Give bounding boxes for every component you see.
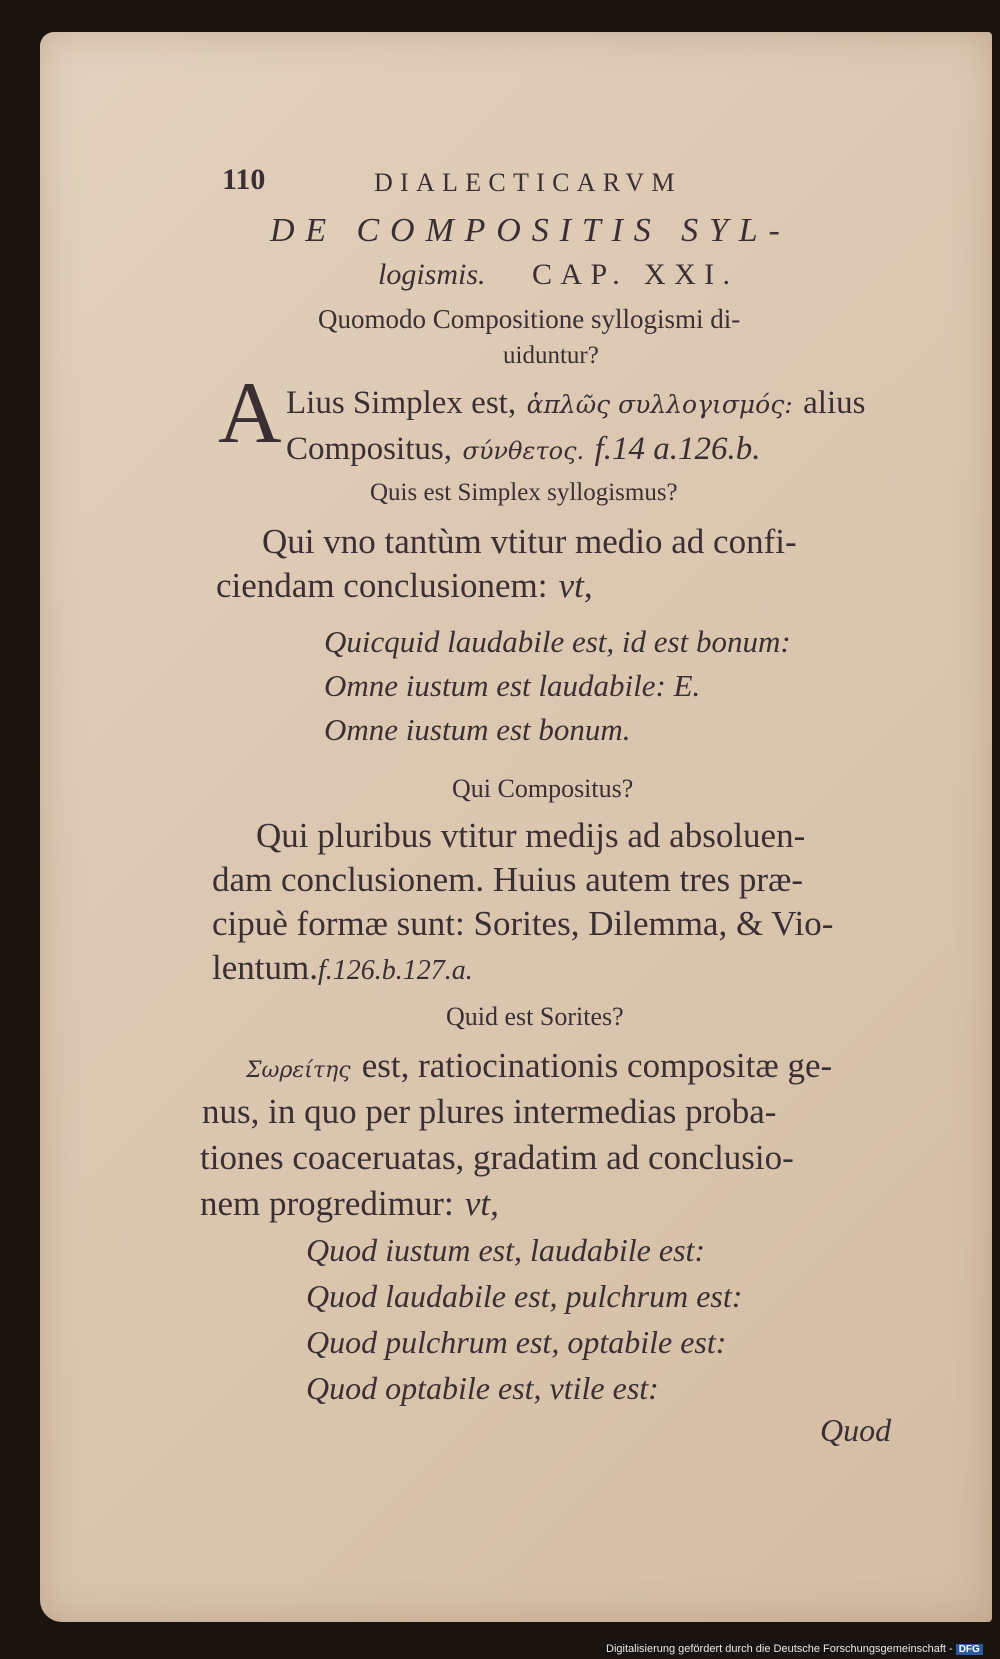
answer-3-line4-ref: f.126.b.127.a.	[317, 955, 473, 986]
example-2-line2: Quod laudabile est, pulchrum est:	[306, 1278, 743, 1314]
answer-2-line2	[216, 566, 593, 606]
question-1-line1: Quomodo Compositione syllogismi di-	[318, 304, 741, 334]
answer-3-line4-text: lentum.	[212, 948, 318, 987]
chapter-number: CAP. XXI.	[532, 258, 739, 291]
example-2-line4: Quod optabile est, vtile est:	[306, 1370, 659, 1406]
example-2-line1: Quod iustum est, laudabile est:	[306, 1232, 706, 1268]
example-2-line3: Quod pulchrum est, optabile est:	[306, 1324, 727, 1360]
drop-cap: A	[218, 365, 282, 462]
chapter-title-line2-italic: logismis.	[378, 258, 486, 291]
digitization-credit	[606, 1643, 983, 1655]
answer-3-line1: Qui pluribus vtitur medijs ad absoluen-	[256, 816, 806, 855]
catchword: Quod	[820, 1412, 892, 1448]
answer-1-line1-text: Lius Simplex est,	[286, 385, 517, 421]
answer-1-line2-ref: f.14 a.126.b.	[594, 431, 761, 467]
question-1-line2: uiduntur?	[503, 342, 599, 369]
answer-4-line4-vt: vt,	[464, 1184, 499, 1223]
answer-1-line1	[286, 382, 865, 422]
answer-2-line1: Qui vno tantùm vtitur medio ad confi-	[262, 522, 797, 561]
answer-1-line2-text: Compositus,	[286, 431, 452, 467]
answer-4-line4	[200, 1184, 499, 1224]
example-1-line1: Quicquid laudabile est, id est bonum:	[324, 624, 791, 659]
question-2: Quis est Simplex syllogismus?	[370, 479, 678, 506]
answer-1-line1-greek: ἁπλῶς συλλογισμός:	[526, 390, 793, 419]
page-number: 110	[222, 163, 266, 196]
chapter-title-line1: DE COMPOSITIS SYL-	[270, 212, 791, 249]
running-title: DIALECTICARVM	[374, 168, 682, 197]
answer-4-line1-text: est, ratiocinationis compositæ ge-	[361, 1046, 833, 1085]
answer-4-line1	[246, 1046, 832, 1086]
example-1-line3: Omne iustum est bonum.	[324, 712, 631, 747]
answer-1-line2-greek: σύνθετος.	[462, 437, 585, 465]
example-1-line2: Omne iustum est laudabile: E.	[324, 668, 701, 703]
dfg-logo: DFG	[956, 1644, 983, 1655]
answer-3-line2: dam conclusionem. Huius autem tres præ-	[212, 860, 803, 899]
answer-4-line2: nus, in quo per plures intermedias proba-	[202, 1092, 777, 1131]
answer-4-line4-text: nem progredimur:	[200, 1184, 454, 1223]
answer-4-line3: tiones coaceruatas, gradatim ad conclusio-	[200, 1138, 794, 1177]
answer-1-line1-end: alius	[803, 385, 866, 421]
answer-3-line3: cipuè formæ sunt: Sorites, Dilemma, & Vio-	[212, 904, 834, 943]
answer-3-line4	[212, 948, 473, 988]
digitization-credit-text: Digitalisierung gefördert durch die Deutsche Forschungsgemeinschaft -	[606, 1643, 953, 1655]
question-4: Quid est Sorites?	[446, 1002, 624, 1031]
answer-4-line1-greek: Σωρείτης	[246, 1058, 351, 1083]
answer-2-line2-vt: vt,	[558, 566, 593, 605]
answer-1-line2	[286, 428, 761, 468]
question-3: Qui Compositus?	[452, 774, 634, 803]
answer-2-line2-text: ciendam conclusionem:	[216, 566, 548, 605]
